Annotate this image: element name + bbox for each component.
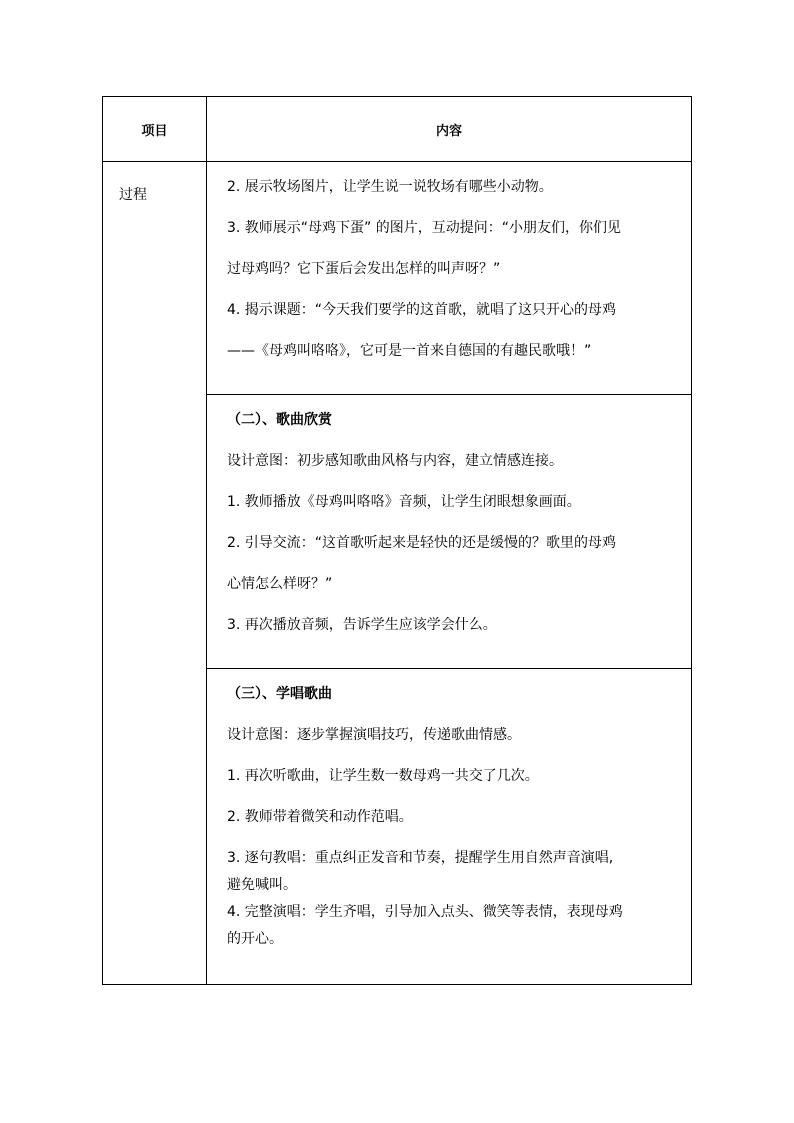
content-block-appreciation — [207, 395, 692, 669]
section-title: （三）、学唱歌曲 — [227, 686, 332, 702]
section-title: （二）、歌曲欣赏 — [227, 412, 332, 428]
content-block-learning — [207, 669, 692, 985]
header-item: 项目 — [103, 97, 207, 162]
lesson-table — [102, 96, 692, 985]
text-line: 设计意图：逐步掌握演唱技巧，传递歌曲情感。 — [227, 727, 521, 743]
text-line: 2. 展示牧场图片，让学生说一说牧场有哪些小动物。 — [227, 179, 553, 195]
text-line: 心情怎么样呀？” — [227, 576, 333, 592]
process-label: 过程 — [103, 162, 207, 985]
text-line: 避免喊叫。 — [227, 877, 297, 893]
text-line: 4. 揭示课题：“今天我们要学的这首歌，就唱了这只开心的母鸡 — [227, 302, 617, 318]
content-block-intro — [207, 162, 692, 395]
text-line: 1. 教师播放《母鸡叫咯咯》音频，让学生闭眼想象画面。 — [227, 494, 581, 510]
text-line: 2. 教师带着微笑和动作范唱。 — [227, 809, 413, 825]
text-line: 4. 完整演唱：学生齐唱，引导加入点头、微笑等表情，表现母鸡 — [227, 904, 623, 920]
text-line: 3. 再次播放音频，告诉学生应该学会什么。 — [227, 617, 497, 633]
text-line: ——《母鸡叫咯咯》，它可是一首来自德国的有趣民歌哦！” — [227, 343, 592, 359]
table-header-row — [103, 97, 692, 162]
text-line: 的开心。 — [227, 931, 283, 947]
text-line: 3. 逐句教唱：重点纠正发音和节奏，提醒学生用自然声音演唱, — [227, 850, 614, 866]
table-row — [103, 162, 692, 395]
header-content: 内容 — [207, 97, 692, 162]
text-line: 3. 教师展示“母鸡下蛋” 的图片，互动提问：“小朋友们，你们见 — [227, 220, 622, 236]
text-line: 2. 引导交流：“这首歌听起来是轻快的还是缓慢的？歌里的母鸡 — [227, 535, 617, 551]
text-line: 过母鸡吗？它下蛋后会发出怎样的叫声呀？” — [227, 261, 501, 277]
text-line: 设计意图：初步感知歌曲风格与内容，建立情感连接。 — [227, 453, 563, 469]
text-line: 1. 再次听歌曲，让学生数一数母鸡一共交了几次。 — [227, 768, 539, 784]
